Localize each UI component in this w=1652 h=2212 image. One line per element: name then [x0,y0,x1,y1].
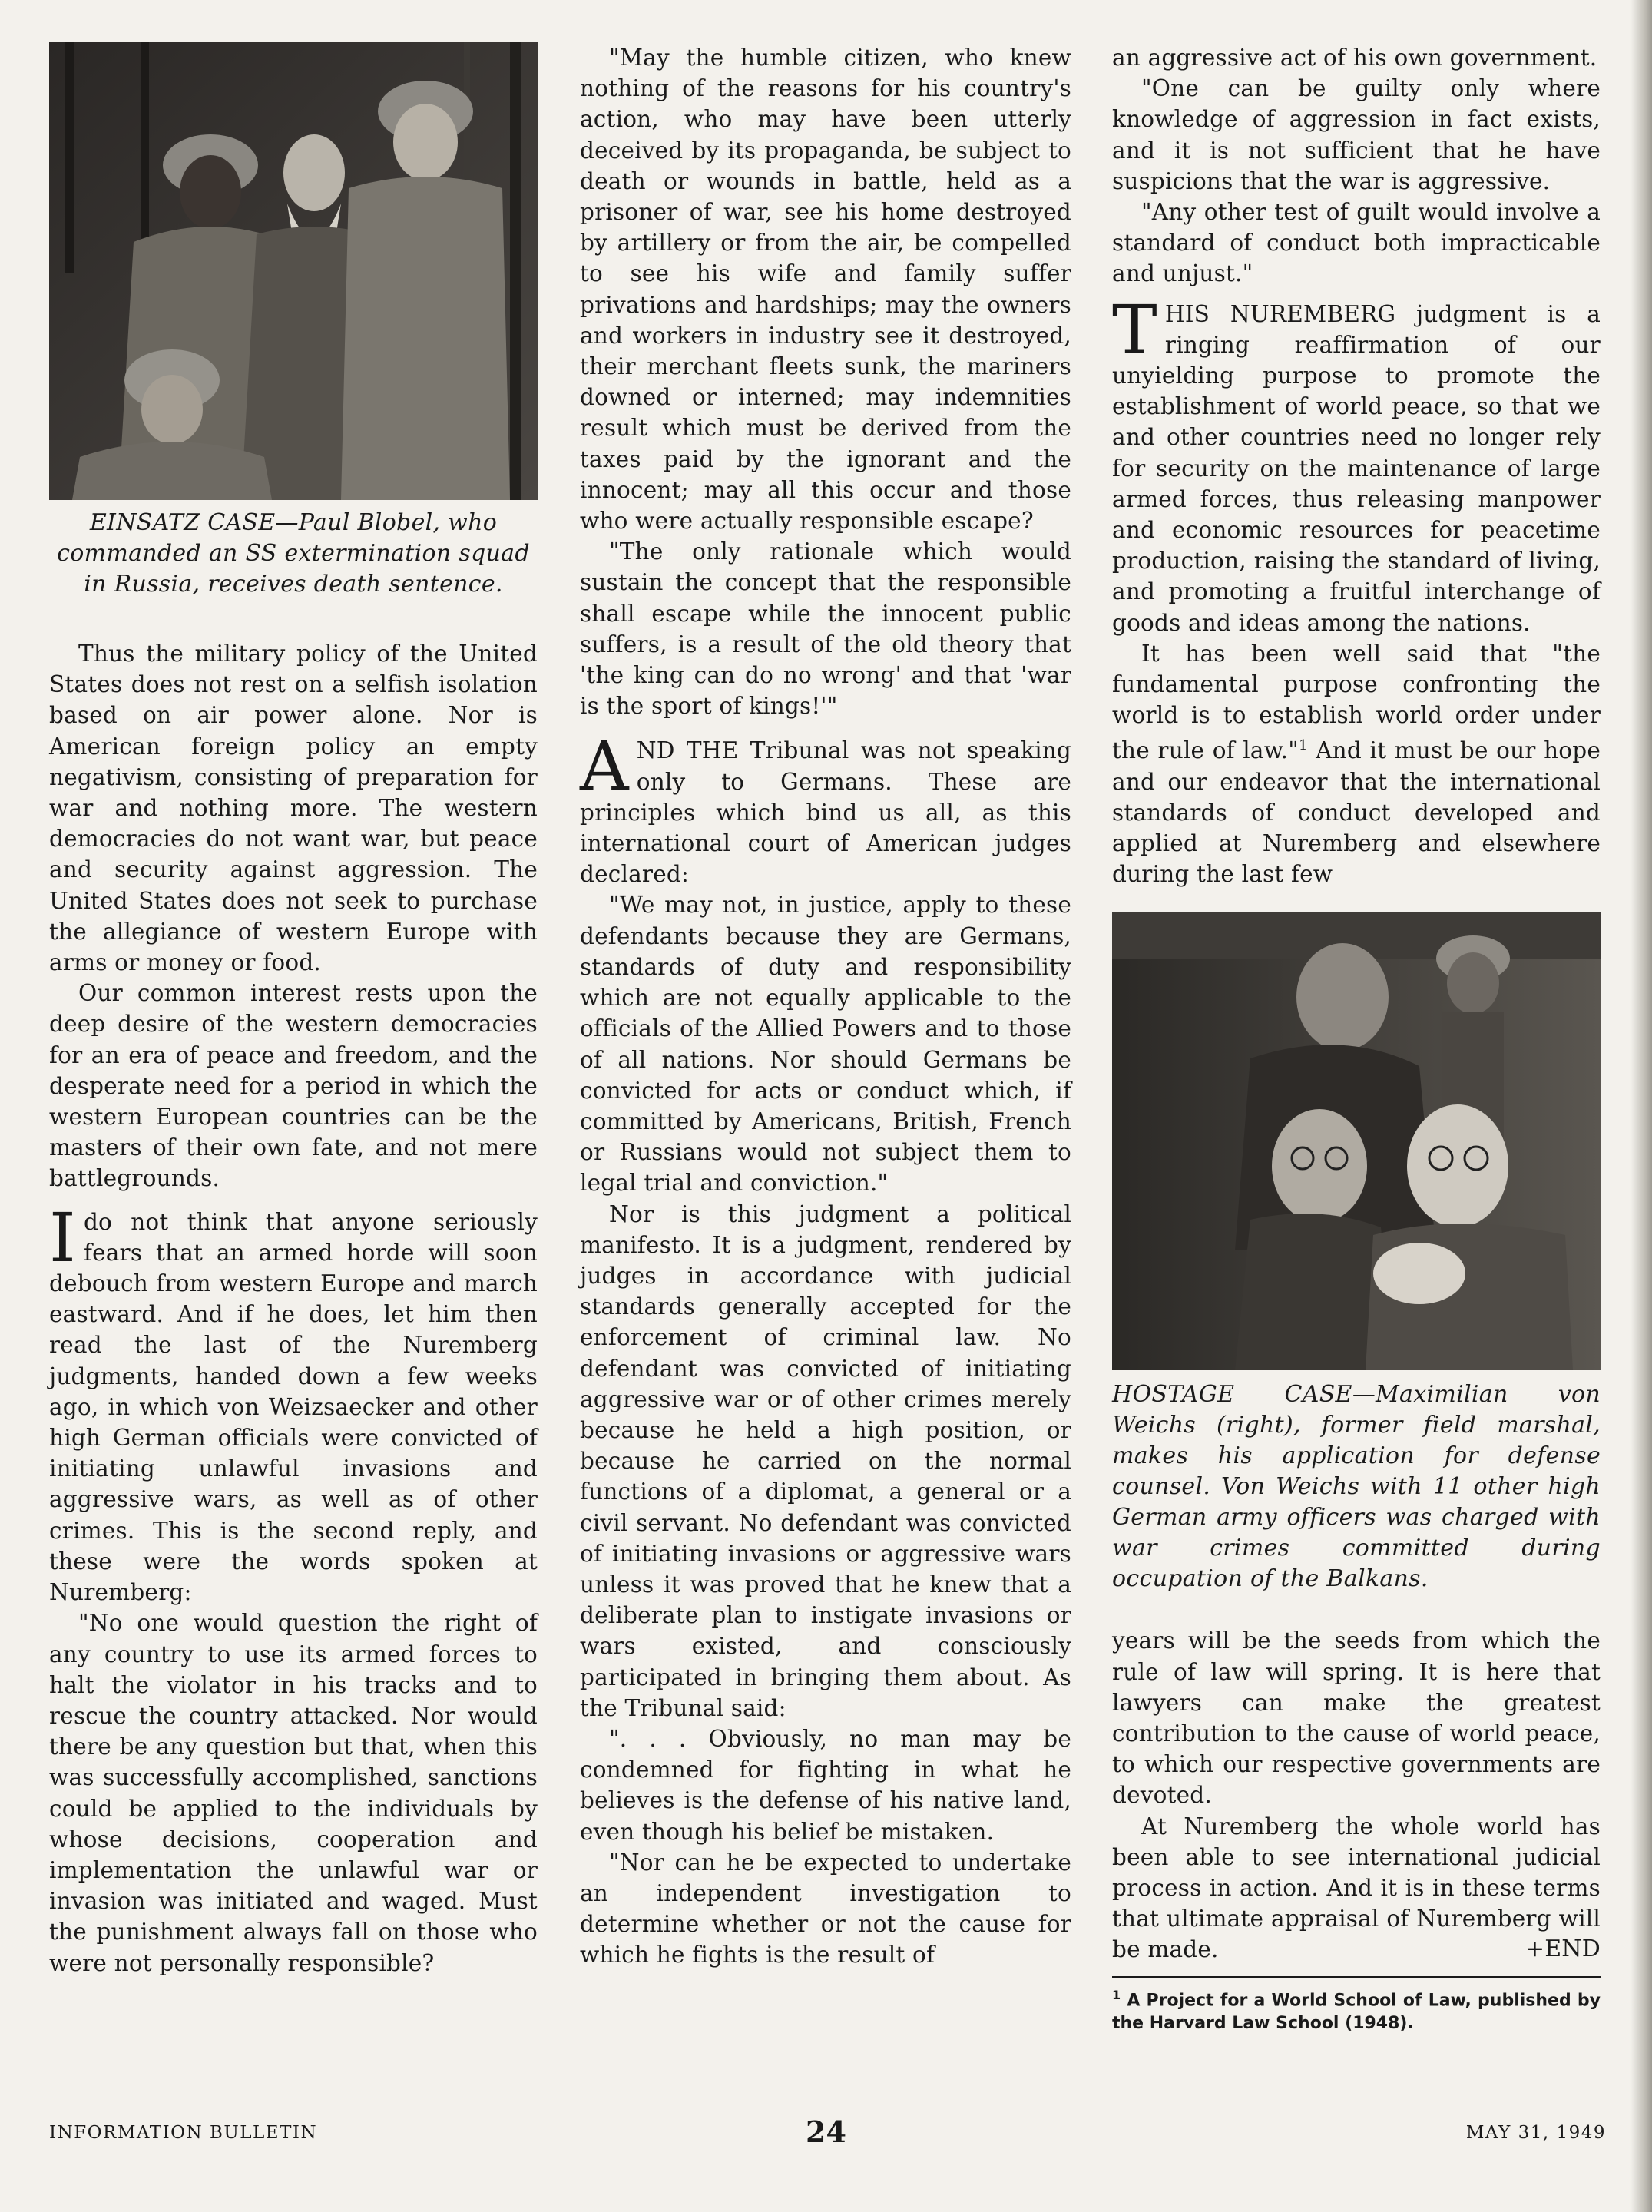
footnote-number: 1 [1112,1987,1121,2002]
mid-drop-paragraph [580,727,1071,889]
page-number: 24 [806,2114,846,2149]
left-paragraph-2: Our common interest rests upon the deep desire of the western democracies for an era of peace and freedom, and the desperate need for a period in which the western European countries can be the masters of their own fate, and not mere battlegrounds. [49,980,538,1192]
right-paragraph-1: an aggressive act of his own government. [1112,45,1597,71]
right-paragraph-law-text: It has been well said that "the fundamental purpose confronting the world is to establish world order under the rule of law." [1112,640,1601,764]
left-paragraph-1: Thus the military policy of the United States does not rest on a selfish isolation based on air power alone. Nor is American foreign policy an empty negativism, consisting of preparation for war and nothing more. The western democracies do not want war, but peace and security against aggression. The United States does not seek to purchase the allegiance of western Europe with arms or money or food. [49,641,538,976]
hostage-case-photo [1112,912,1601,1370]
hostage-caption: HOSTAGE CASE—Maximilian von Weichs (right), former field marshal, makes his application for defense counsel. Von Weichs with 11 other high German army officers was charged with war crimes committed during occupation of the Balkans. [1112,1381,1601,1593]
mid-paragraph-3: "We may not, in justice, apply to these defendants because they are Germans, standards of duty and responsibility which are not equally applicable to the officials of the Allied Powers and to those of all nations. Nor should Germans be convicted for acts or conduct which, if committed by Americans, British, French or Russians would not subject them to legal trial and conviction." [580,892,1071,1197]
middle-column [580,42,1071,1971]
mid-paragraph-5: ". . . Obviously, no man may be condemned for fighting in what he believes is the defense of his native land, even though his belief be mistaken. [580,1725,1071,1845]
footnote-ref: 1 [1299,737,1308,754]
right-paragraph-3: "Any other test of guilt would involve a standard of conduct both impracticable and unjust." [1112,199,1601,287]
left-drop-paragraph [49,1197,538,1608]
left-quote: "No one would question the right of any country to use its armed forces to halt the violator in his tracks and to rescue the country attacked. Nor would there be any question but that, when this was successfully accomplished, sanctions could be applied to the individuals by whose decisions, cooperation and implementation the unlawful war or invasion was initiated and waged. Must the punishment always fall on those who were not personally responsible? [49,1610,538,1976]
mid-paragraph-2: "The only rationale which would sustain the concept that the responsible shall escape while the innocent public suffers, is a result of the old theory that 'the king can do no wrong' and that 'war is the sport of kings!'" [580,538,1071,720]
footer-publication: INFORMATION BULLETIN [49,2123,318,2143]
einsatz-case-photo [49,42,538,500]
left-drop-paragraph-text: do not think that anyone seriously fears that an armed horde will soon debouch from western Europe and march eastward. And if he does, let him then read the last of the Nuremberg judgments, handed down a few weeks ago, in which von Weizsaecker and other high German officials were convicted of initiating unlawful invasions and aggressive wars, as well as of other crimes. This is the second reply, and these were the words spoken at Nuremberg: [49,1208,538,1606]
right-paragraph-law-cont: And it must be our hope and our endeavor that the international standards of conduct developed and applied at Nuremberg and elsewhere during the last few [1112,737,1601,888]
drop-cap-i: I [49,1197,76,1277]
mid-paragraph-1: "May the humble citizen, who knew nothing of the reasons for his country's action, who may have been utterly deceived by its propaganda, be subject to death or wounds in battle, held as a prisoner of war, see his home destroyed by artillery or from the air, be compelled to see his wife and family suffer privations and hardships; may the owners and workers in industry see it destroyed, their merchant fleets sunk, the mariners downed or interned; may indemnities result which must be derived from the taxes paid by the ignorant and the innocent; may all this occur and those who were actually responsible escape? [580,45,1071,535]
footnote [1112,1976,1601,2035]
footer-date: MAY 31, 1949 [1465,2123,1606,2143]
right-paragraph-law [1112,638,1601,889]
mid-paragraph-6: "Nor can he be expected to undertake an independent investigation to determine whether or not the cause for which he fights is the result of [580,1849,1071,1969]
right-paragraph-2: "One can be guilty only where knowledge of aggression in fact exists, and it is not sufficient that he have suspicions that the war is aggressive. [1112,75,1601,194]
end-mark: +END [1525,1936,1601,1963]
right-paragraph-5-text: At Nuremberg the whole world has been able to see international judicial process in action. And it is in these terms that ultimate appraisal of Nuremberg will be made. [1112,1813,1601,1963]
einsatz-photo-image [49,42,538,500]
drop-cap-t: T [1112,290,1157,369]
drop-cap-a: A [580,727,629,806]
mid-drop-paragraph-text: ND THE Tribunal was not speaking only to Germans. These are principles which bind us all, as this international court of American judges declared: [580,737,1071,888]
left-column [49,42,538,1979]
hostage-photo-image [1112,912,1601,1370]
einsatz-caption: EINSATZ CASE—Paul Blobel, who commanded an SS extermination squad in Russia, receives death sentence. [57,509,530,598]
right-column [1112,42,1601,2035]
mid-paragraph-4: Nor is this judgment a political manifesto. It is a judgment, rendered by judges in accordance with judicial standards generally accepted for the enforcement of criminal law. No defendant was convicted of initiating aggressive war or of other crimes merely because he held a high position, or because he carried on the normal functions of a diplomat, a general or a civil servant. No defendant was convicted of initiating invasions or aggressive wars unless it was proved that he knew that a deliberate plan to instigate invasions or wars existed, and consciously participated in bringing them about. As the Tribunal said: [580,1200,1071,1721]
footnote-text: A Project for a World School of Law, published by the Harvard Law School (1948). [1112,1990,1601,2033]
right-drop-paragraph-text: HIS NUREMBERG judgment is a ringing reaffirmation of our unyielding purpose to promote the establishment of world peace, so that we and other countries need no longer rely for security on the maintenance of large armed forces, thus releasing manpower and economic resources for peacetime production, raising the standard of living, and promoting a fruitful interchange of goods and ideas among the nations. [1112,300,1601,636]
page-edge-shadow [1630,0,1652,2212]
right-paragraph-5 [1112,1811,1601,1965]
right-drop-paragraph [1112,290,1601,638]
right-paragraph-4: years will be the seeds from which the rule of law will spring. It is here that lawyers can make the greatest contribution to the cause of world peace, to which our respective governments are devoted. [1112,1628,1601,1809]
